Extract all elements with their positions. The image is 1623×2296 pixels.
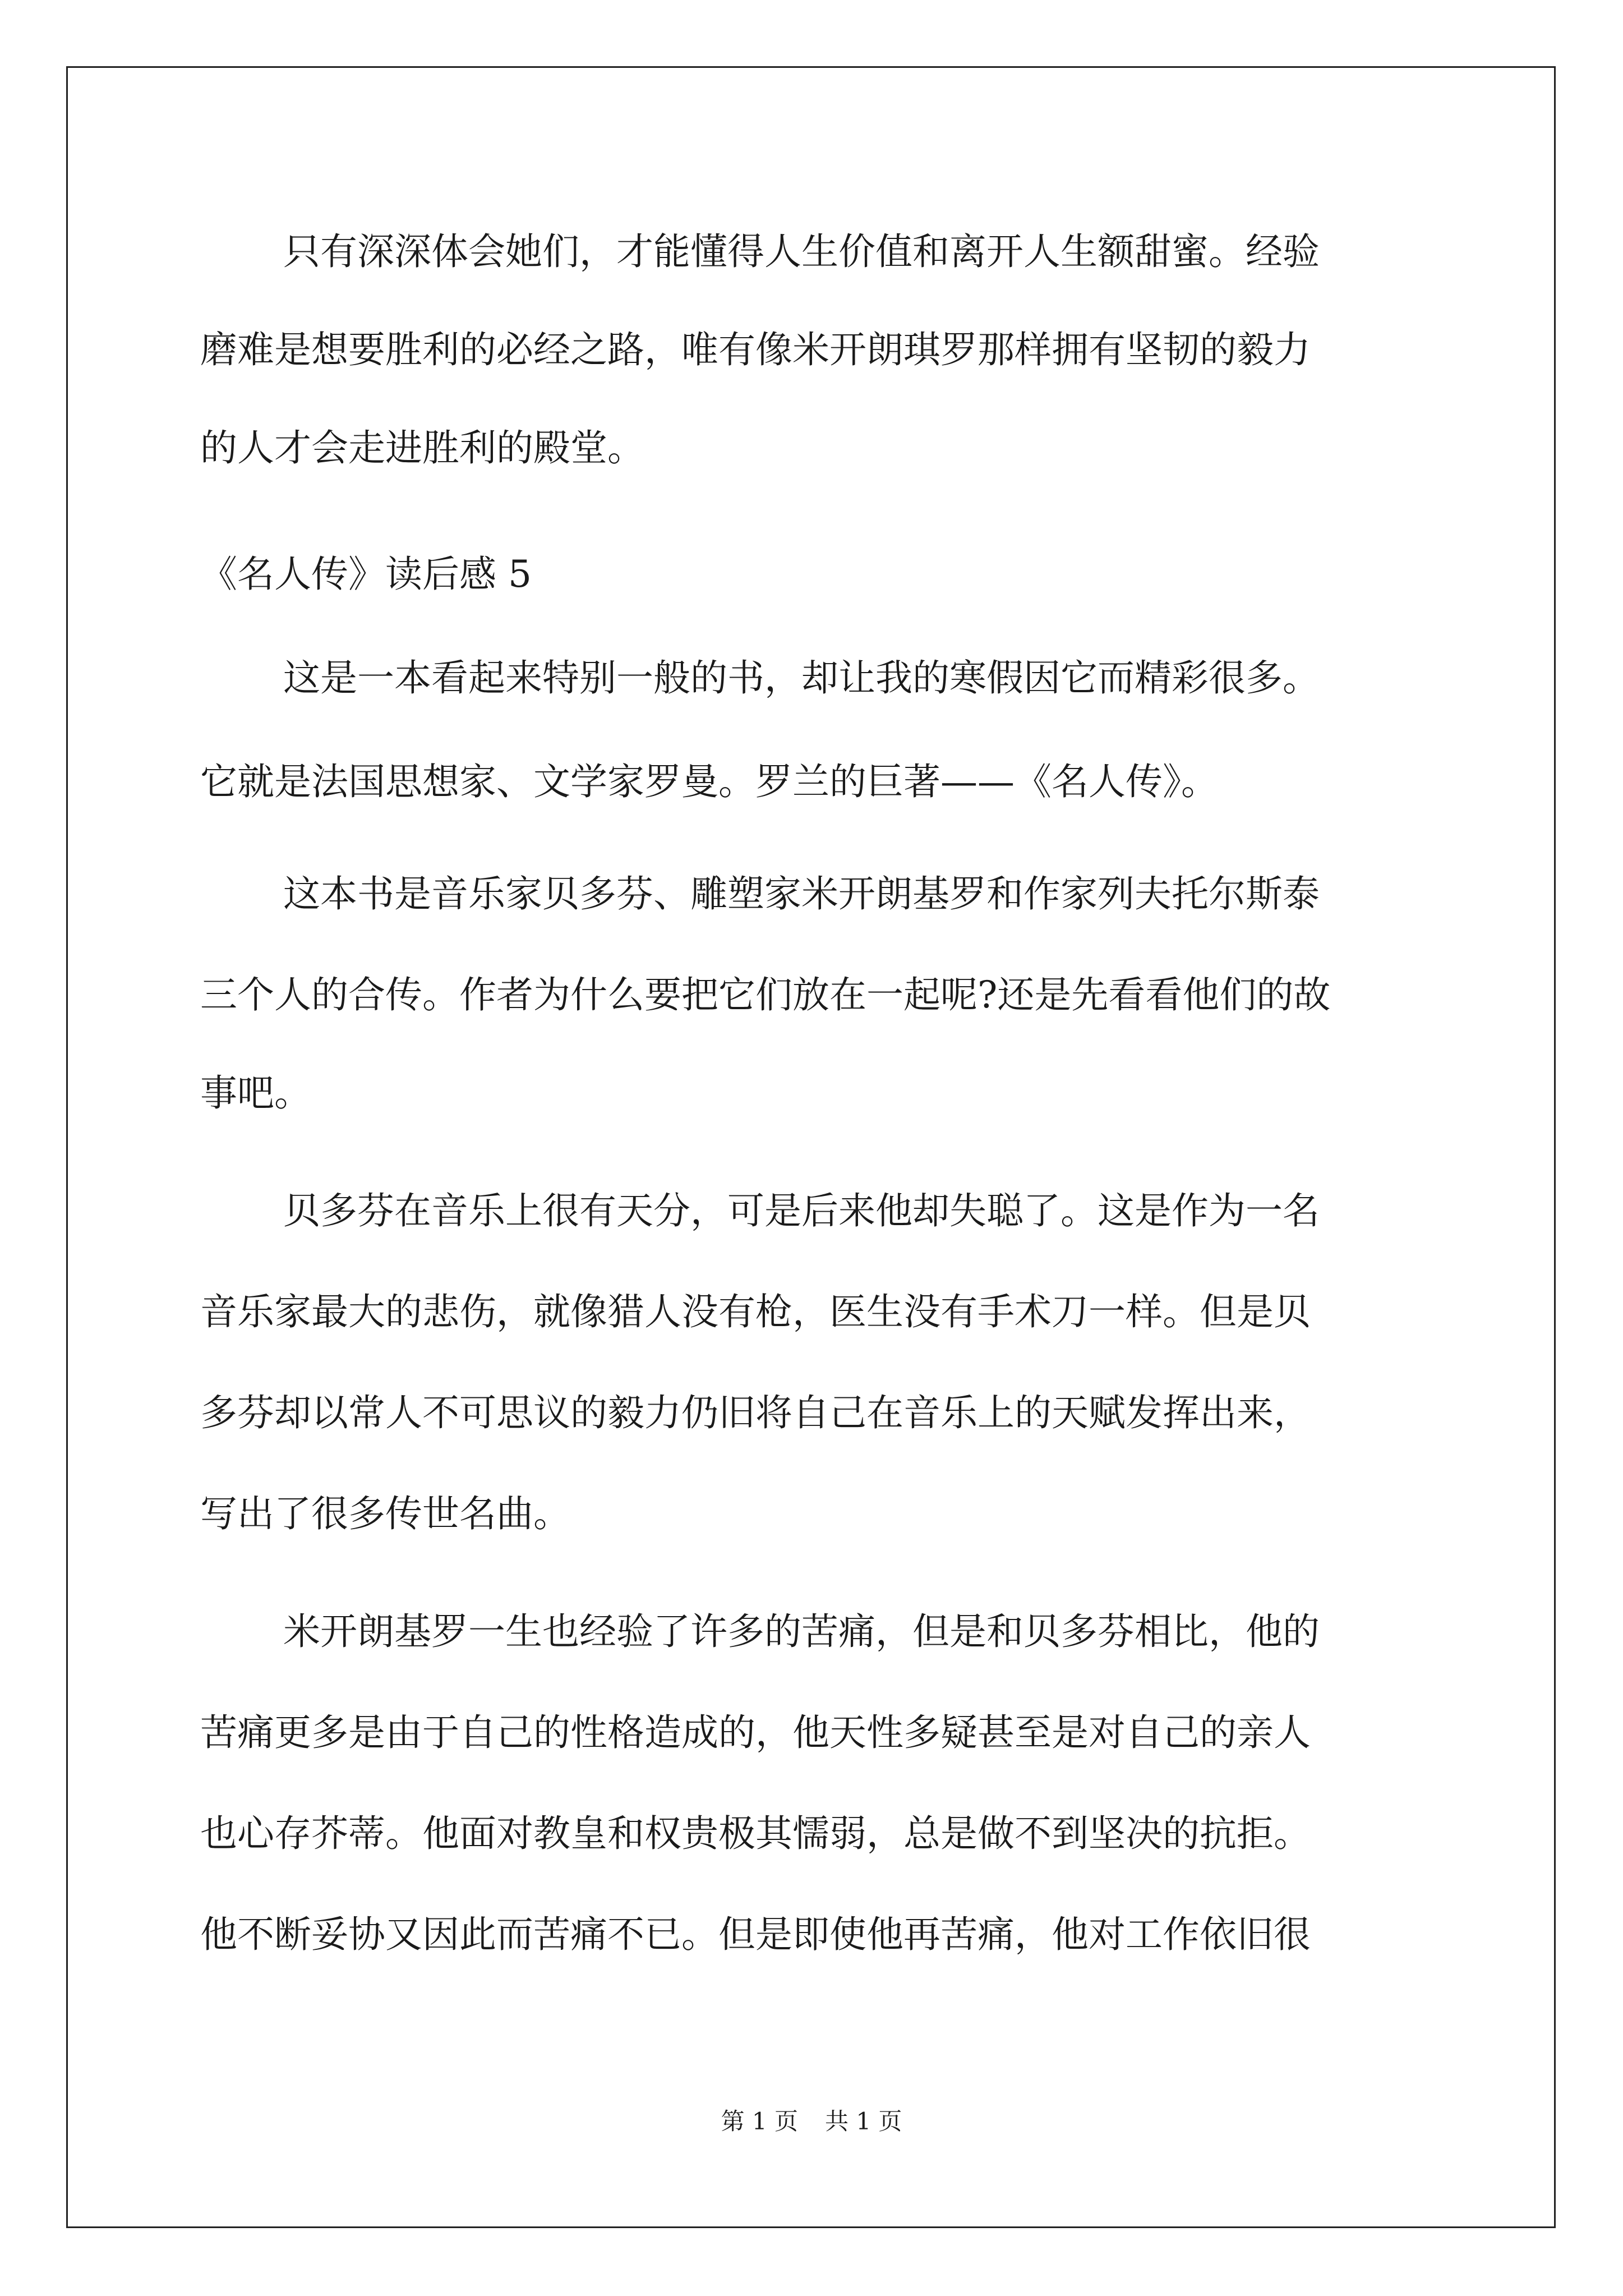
- text-line: 这本书是音乐家贝多芬、雕塑家米开朗基罗和作家列夫托尔斯泰: [283, 872, 1320, 915]
- text-line: 写出了很多传世名曲。: [200, 1492, 570, 1535]
- text-line: 只有深深体会她们，才能懂得人生价值和离开人生额甜蜜。经验: [283, 230, 1320, 273]
- text-line: 音乐家最大的悲伤，就像猎人没有枪，医生没有手术刀一样。但是贝: [200, 1290, 1311, 1333]
- text-line: 多芬却以常人不可思议的毅力仍旧将自己在音乐上的天赋发挥出来，: [200, 1391, 1311, 1434]
- text-line: 贝多芬在音乐上很有天分，可是后来他却失聪了。这是作为一名: [283, 1189, 1320, 1232]
- text-line: 米开朗基罗一生也经验了许多的苦痛，但是和贝多芬相比，他的: [283, 1610, 1320, 1653]
- page-total: 共 1 页: [825, 2108, 902, 2135]
- text-line: 他不断妥协又因此而苦痛不已。但是即使他再苦痛，他对工作依旧很: [200, 1913, 1311, 1956]
- text-line: 事吧。: [200, 1071, 311, 1115]
- text-line: 这是一本看起来特别一般的书，却让我的寒假因它而精彩很多。: [283, 656, 1320, 700]
- text-line: 苦痛更多是由于自己的性格造成的，他天性多疑甚至是对自己的亲人: [200, 1711, 1311, 1754]
- text-line: 的人才会走进胜利的殿堂。: [200, 426, 644, 470]
- text-line: 它就是法国思想家、文学家罗曼。罗兰的巨著——《名人传》。: [200, 760, 1218, 803]
- text-line: 也心存芥蒂。他面对教皇和权贵极其懦弱，总是做不到坚决的抗拒。: [200, 1812, 1311, 1855]
- text-line: 磨难是想要胜利的必经之路，唯有像米开朗琪罗那样拥有坚韧的毅力: [200, 328, 1311, 371]
- text-line: 三个人的合传。作者为什么要把它们放在一起呢?还是先看看他们的故: [200, 973, 1331, 1016]
- section-heading: 《名人传》读后感 5: [200, 553, 532, 596]
- page-footer: [0, 2105, 1623, 2138]
- page-number: 第 1 页: [721, 2108, 798, 2135]
